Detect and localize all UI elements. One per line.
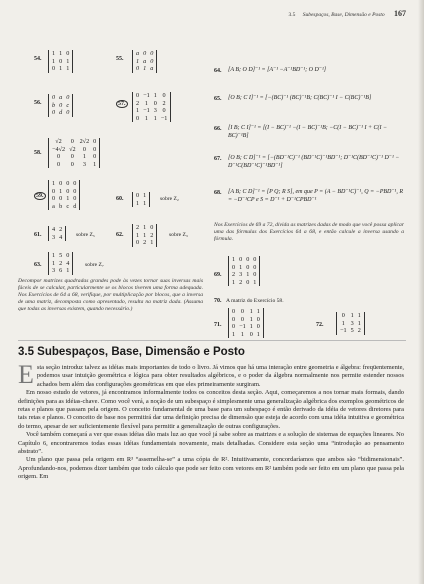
- matrix-entry: 1: [136, 199, 140, 207]
- field-label-60: sobre Z₂: [160, 196, 179, 202]
- matrix-entry: 1: [136, 57, 140, 65]
- matrix-entry: 0: [66, 252, 70, 259]
- matrix-entry: 0: [246, 263, 250, 271]
- matrix-entry: 1: [143, 199, 147, 207]
- matrix-entry: 1: [52, 50, 56, 57]
- matrix-entry: 1: [82, 153, 86, 160]
- matrix-entry: 1: [66, 57, 70, 65]
- matrix-69: [228, 256, 260, 286]
- paragraph-2: Em nosso estudo de vetores, já encontramos informalmente todos os conceitos desta seção. Aqui, começaremos a nos tornar mais formais, dando definições para as idéias-chave. Como você verá, a noção de um subespaço é simplesmente uma generalização algébrica dos exemplos geométricos de retas e planos que passam pela origem. O conceito fundamental de uma base para um subespaço é então derivado da idéia de vetores diretores para tais retas e planos. O conceito de base nos permitirá dar uma definição precisa de dimensão que esteja de acordo com uma idéia intuitiva e geométrica do termo, apesar de ser suficientemente flexível para permitir a generalização de outras configurações.: [18, 389, 404, 430]
- matrix-entry: 2√2: [79, 138, 90, 145]
- matrix-entry: 0: [73, 180, 77, 187]
- matrix-entry: 0: [52, 109, 56, 116]
- matrix-entry: 3: [82, 160, 86, 168]
- matrix-entry: 0: [136, 192, 140, 199]
- header-title: Subespaços, Base, Dimensão e Posto: [302, 12, 385, 18]
- exercise-number-65: 65.: [214, 96, 222, 102]
- exercise-number-60: 60.: [116, 196, 124, 202]
- matrix-entry: 0: [66, 50, 70, 57]
- paragraph-1-text: sta seção introduz talvez as idéias mais importantes de todo o livro. Já vimos que há uma interação entre geometria e álgebra: freqüentemente, podemos usar intuição geométrica e lógica para obter resultados algébricos, e o poder da álgebra normalmente nos permite estender nossos achados bem além das configurações geométricas em que eles primeiramente surgiram.: [36, 364, 404, 388]
- matrix-entry: 4: [52, 226, 56, 233]
- running-header: [288, 9, 406, 18]
- matrix-entry: 0: [143, 50, 147, 57]
- matrix-entry: 3: [239, 271, 243, 278]
- exercise-number-59: 59.: [36, 193, 44, 199]
- matrix-entry: a: [136, 50, 140, 57]
- matrix-entry: 2: [150, 231, 154, 239]
- matrix-entry: 0: [341, 312, 345, 319]
- matrix-entry: 1: [249, 315, 253, 323]
- page-number: 167: [394, 9, 406, 18]
- matrix-entry: 0: [246, 256, 250, 263]
- matrix-entry: 0: [162, 92, 166, 99]
- matrix-entry: 0: [256, 323, 260, 330]
- matrix-entry: d: [73, 202, 77, 210]
- matrix-entry: 1: [52, 259, 56, 267]
- matrix-entry: 0: [70, 153, 74, 160]
- exercise-number-58: 58.: [34, 150, 42, 156]
- section-body: [18, 360, 404, 482]
- exercise-number-57: 57.: [118, 101, 126, 107]
- section-rule: [18, 340, 406, 341]
- matrix-58: [48, 138, 100, 168]
- matrix-entry: 1: [52, 57, 56, 65]
- matrix-60: [132, 192, 150, 207]
- matrix-entry: 1: [66, 267, 70, 274]
- matrix-entry: 0: [70, 160, 74, 168]
- exercise-number-68: 68.: [214, 190, 222, 196]
- matrix-entry: 1: [357, 319, 361, 327]
- matrix-entry: 4: [66, 259, 70, 267]
- matrix-entry: 0: [93, 138, 97, 145]
- matrix-entry: 1: [143, 65, 147, 72]
- matrix-entry: 1: [136, 107, 140, 114]
- matrix-entry: 0: [93, 153, 97, 160]
- matrix-entry: −1: [340, 327, 347, 334]
- page-gutter-shadow: [418, 0, 424, 584]
- matrix-entry: 0: [66, 94, 70, 101]
- field-label-61: sobre Z₅: [76, 232, 95, 238]
- matrix-entry: 1: [143, 192, 147, 199]
- exercise-number-70: 70.: [214, 298, 222, 304]
- matrix-entry: 0: [52, 65, 56, 72]
- matrix-entry: 4: [59, 233, 63, 241]
- matrix-entry: 0: [56, 160, 61, 168]
- matrix-entry: 0: [232, 315, 236, 323]
- matrix-entry: 2: [59, 259, 63, 267]
- matrix-entry: 0: [249, 330, 253, 338]
- matrix-entry: 0: [52, 195, 56, 202]
- matrix-entry: 1: [249, 308, 253, 315]
- matrix-entry: c: [66, 202, 70, 210]
- matrix-entry: 0: [73, 187, 77, 195]
- matrix-entry: 1: [232, 330, 236, 338]
- matrix-entry: 2: [59, 226, 63, 233]
- block-inverse-formula-68: [A B; C D]⁻¹ = [P Q; R S], em que P = (A − BD⁻¹C)⁻¹, Q = −PBD⁻¹, R = −D⁻¹CP e S = D⁻¹ + D⁻¹CPBD⁻¹: [228, 189, 403, 203]
- exercise-number-66: 66.: [214, 126, 222, 132]
- matrix-entry: 0: [162, 107, 166, 114]
- matrix-entry: 0: [52, 187, 56, 195]
- matrix-entry: 0: [59, 101, 63, 109]
- matrix-entry: 1: [256, 308, 260, 315]
- matrix-entry: 5: [59, 252, 63, 259]
- matrix-entry: 1: [59, 187, 63, 195]
- matrix-entry: 1: [66, 65, 70, 72]
- matrix-entry: 0: [52, 94, 56, 101]
- matrix-entry: 0: [136, 114, 140, 122]
- matrix-entry: 0: [240, 315, 244, 323]
- matrix-entry: −1: [143, 92, 150, 99]
- matrix-entry: 1: [357, 312, 361, 319]
- matrix-entry: 0: [253, 256, 257, 263]
- matrix-entry: 2: [232, 271, 236, 278]
- matrix-entry: 1: [136, 231, 140, 239]
- matrix-71: [228, 308, 264, 338]
- block-inverse-formula-66: [I B; C I]⁻¹ = [(I − BC)⁻¹ −(I − BC)⁻¹B; −C(I − BC)⁻¹ I + C(I − BC)⁻¹B]: [228, 125, 388, 139]
- matrix-entry: 5: [350, 327, 354, 334]
- block-inverse-formula-64: [A B; O D]⁻¹ = [A⁻¹ −A⁻¹BD⁻¹; O D⁻¹]: [228, 67, 327, 73]
- matrix-62: [132, 224, 157, 247]
- matrix-entry: 0: [59, 57, 63, 65]
- matrix-entry: d: [59, 109, 63, 116]
- matrix-entry: b: [59, 202, 63, 210]
- matrix-entry: 1: [253, 278, 257, 286]
- matrix-entry: 1: [150, 239, 154, 246]
- matrix-54: [48, 50, 73, 73]
- matrix-entry: 0: [240, 308, 244, 315]
- matrix-entry: 1: [232, 278, 236, 286]
- exercise-number-61: 61.: [34, 232, 42, 238]
- matrix-entry: 0: [153, 99, 157, 107]
- matrix-entry: 2: [162, 99, 166, 107]
- matrix-entry: 6: [59, 267, 63, 274]
- matrix-entry: c: [66, 101, 70, 109]
- matrix-entry: 1: [350, 312, 354, 319]
- matrix-63: [48, 252, 73, 275]
- matrix-entry: 1: [239, 263, 243, 271]
- matrix-entry: 2: [136, 224, 140, 231]
- matrix-entry: 1: [341, 319, 345, 327]
- matrix-entry: 1: [93, 160, 97, 168]
- exercise-number-56: 56.: [34, 100, 42, 106]
- matrix-entry: 1: [153, 92, 157, 99]
- matrix-entry: 0: [150, 50, 154, 57]
- matrix-entry: 0: [82, 145, 86, 153]
- matrix-entry: 0: [59, 195, 63, 202]
- matrix-entry: 0: [232, 308, 236, 315]
- matrix-entry: 1: [153, 114, 157, 122]
- note-right: Nos Exercícios de 69 a 72, divida as matrizes dadas de modo que você possa aplicar uma das fórmulas dos Exercícios 64 a 68, e então calcule a inversa usando a fórmula.: [214, 222, 404, 242]
- matrix-entry: 1: [232, 256, 236, 263]
- matrix-57: [132, 92, 171, 122]
- drop-cap: E: [18, 360, 34, 389]
- matrix-55: [132, 50, 157, 73]
- matrix-entry: 1: [246, 271, 250, 278]
- paragraph-1: [18, 360, 404, 389]
- exercise-70-text: A matriz do Exercício 58.: [226, 298, 284, 304]
- field-label-63: sobre Z₇: [85, 262, 104, 268]
- matrix-entry: 2: [239, 278, 243, 286]
- note-left: Decompor matrizes quadradas grandes pode às vezes tornar suas inversas mais fáceis de se calcular, particularmente se os blocos tiverem uma forma adequada. Nos Exercícios de 64 a 68, verifique, por multiplicação por blocos, que a inversa de uma matriz, decomposta como apresentado, resulta na matriz dada. (Assuma que todas as inversas existem, quando necessário.): [18, 278, 203, 312]
- matrix-entry: 1: [52, 252, 56, 259]
- matrix-entry: 0: [73, 195, 77, 202]
- matrix-entry: 1: [143, 231, 147, 239]
- matrix-entry: 3: [52, 233, 56, 241]
- matrix-entry: 1: [143, 224, 147, 231]
- matrix-entry: 1: [59, 65, 63, 72]
- matrix-entry: 0: [232, 323, 236, 330]
- exercise-number-64: 64.: [214, 68, 222, 74]
- matrix-entry: −4√2: [52, 145, 66, 153]
- matrix-entry: 0: [136, 65, 140, 72]
- matrix-entry: 1: [144, 99, 148, 107]
- matrix-56: [48, 94, 73, 117]
- matrix-entry: b: [52, 101, 56, 109]
- block-inverse-formula-65: [O B; C I]⁻¹ = [−(BC)⁻¹ (BC)⁻¹B; C(BC)⁻¹ I − C(BC)⁻¹B]: [228, 95, 372, 101]
- exercise-number-55: 55.: [116, 56, 124, 62]
- matrix-entry: 0: [150, 57, 154, 65]
- matrix-entry: 0: [66, 180, 70, 187]
- paragraph-3: Você também começará a ver que essas idéias dão mais luz ao que você já sabe sobre as matrizes e a solução de sistemas de equações lineares. No Capítulo 6, encontraremos todas essas idéias fundamentais novamente, mais detalhadas. Considere esta seção uma “introdução ao pensamento abstrato”.: [18, 431, 404, 456]
- matrix-entry: 3: [153, 107, 157, 114]
- matrix-entry: 0: [136, 92, 140, 99]
- matrix-entry: −1: [239, 323, 246, 330]
- exercise-number-71: 71.: [214, 322, 222, 328]
- matrix-entry: 0: [93, 145, 97, 153]
- matrix-entry: 0: [253, 263, 257, 271]
- matrix-entry: 3: [52, 267, 56, 274]
- matrix-entry: a: [143, 57, 147, 65]
- matrix-entry: a: [150, 65, 154, 72]
- exercise-number-54: 54.: [34, 56, 42, 62]
- header-section: 3.5: [288, 12, 296, 18]
- matrix-entry: 0: [253, 271, 257, 278]
- matrix-entry: a: [59, 94, 63, 101]
- matrix-entry: 0: [232, 263, 236, 271]
- field-label-62: sobre Z₃: [169, 232, 188, 238]
- matrix-entry: 1: [240, 330, 244, 338]
- matrix-entry: 1: [59, 50, 63, 57]
- matrix-entry: 1: [66, 195, 70, 202]
- matrix-entry: 0: [239, 256, 243, 263]
- matrix-entry: 1: [52, 180, 56, 187]
- exercise-number-63: 63.: [34, 262, 42, 268]
- exercise-number-69: 69.: [214, 272, 222, 278]
- matrix-entry: 0: [66, 109, 70, 116]
- matrix-entry: 2: [136, 99, 140, 107]
- matrix-entry: 0: [246, 278, 250, 286]
- matrix-entry: √2: [69, 145, 76, 153]
- exercise-number-67: 67.: [214, 156, 222, 162]
- matrix-entry: 0: [59, 180, 63, 187]
- matrix-entry: 1: [144, 114, 148, 122]
- section-title: 3.5 Subespaços, Base, Dimensão e Posto: [18, 346, 245, 358]
- exercise-number-72: 72.: [316, 322, 324, 328]
- matrix-entry: 1: [249, 323, 253, 330]
- matrix-entry: −1: [143, 107, 150, 114]
- matrix-entry: 0: [136, 239, 140, 246]
- matrix-59: [48, 180, 80, 210]
- matrix-entry: a: [52, 202, 55, 210]
- matrix-entry: −1: [160, 114, 168, 122]
- matrix-entry: 0: [66, 187, 70, 195]
- exercise-number-62: 62.: [116, 232, 124, 238]
- matrix-entry: 2: [357, 327, 361, 334]
- matrix-72: [336, 312, 365, 335]
- matrix-entry: 0: [56, 153, 61, 160]
- paragraph-4: Um plano que passa pela origem em R³ “assemelha-se” a uma cópia de R². Intuitivamente, concordaríamos que ambos são “bidimensionais”. Aprofundando-nos, podemos dizer também que todo cálculo que pode ser feito com vetores em R² também pode ser feito em um plano que passa pela origem. Em: [18, 456, 404, 481]
- matrix-entry: 3: [350, 319, 354, 327]
- block-inverse-formula-67: [O B; C D]⁻¹ = [−(BD⁻¹C)⁻¹ (BD⁻¹C)⁻¹BD⁻¹; D⁻¹C(BD⁻¹C)⁻¹ D⁻¹ − D⁻¹C(BD⁻¹C)⁻¹BD⁻¹]: [228, 155, 400, 169]
- matrix-entry: 1: [256, 330, 260, 338]
- matrix-entry: 0: [256, 315, 260, 323]
- matrix-61: [48, 226, 66, 241]
- matrix-entry: 0: [150, 224, 154, 231]
- matrix-entry: √2: [55, 138, 62, 145]
- matrix-entry: 0: [70, 138, 74, 145]
- matrix-entry: 2: [143, 239, 147, 246]
